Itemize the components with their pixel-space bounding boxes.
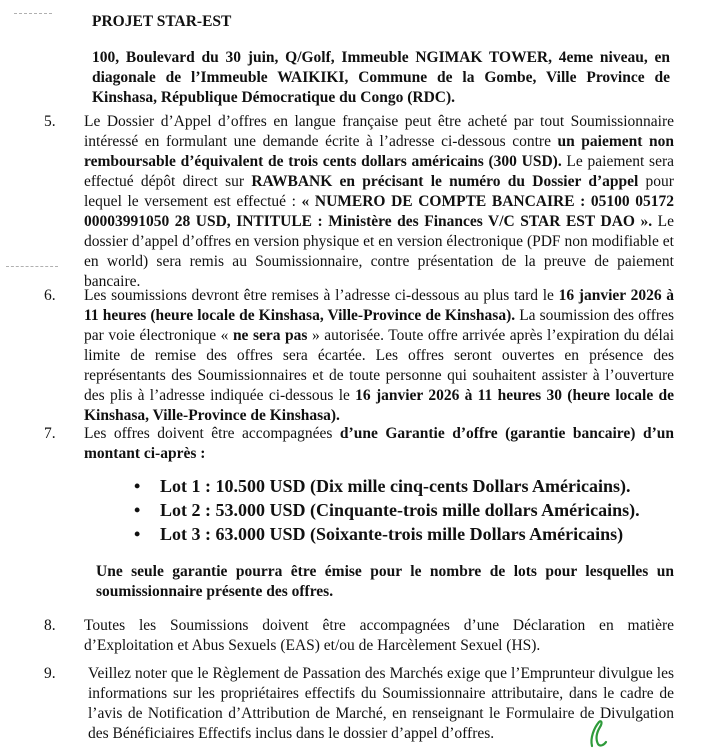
paragraph-text (84, 286, 674, 426)
bold-run: 16 janvier 2026 à 11 heures 30 (heure locale de Kinshasa, Ville-Province de Kinshasa). (84, 387, 674, 424)
paragraph-number: 6. (44, 287, 56, 304)
text-run: » autorisée. Toute offre arrivée après l’expiration du délai limite de remise des offres sera écartée. Les offres seront ouvertes en présence des représentants des Soumissionnaires et de toute personne qui souhaitent assister à l’ouverture des plis à l’adresse indiquée ci-dessous le (84, 327, 675, 404)
paragraph-number: 8. (44, 617, 56, 634)
bold-run: RAWBANK en précisant le numéro du Dossier d’appel (251, 173, 639, 190)
text-run: pour lequel le versement est effectué : (84, 173, 674, 210)
paragraph-text: Toutes les Soumissions doivent être accompagnées d’une Déclaration en matière d’Exploitation et Abus Sexuels (EAS) et/ou de Harcèlement Sexuel (HS). (84, 617, 674, 654)
paragraph-8 (44, 616, 674, 656)
paragraph-text (84, 424, 674, 464)
paragraph-text (84, 112, 674, 292)
paragraph-7 (44, 424, 674, 602)
guarantee-note: Une seule garantie pourra être émise pour le nombre de lots pour lesquelles un soumissionnaire présente des offres. (96, 563, 674, 600)
bold-run: ne sera pas (232, 327, 308, 344)
text-run: Le Dossier d’Appel d’offres en langue française peut être acheté par tout Soumissionnaire intéressé en formulant une demande écrite à l’adresse ci-dessous contre (84, 113, 674, 150)
text-run: La soumission des offres par voie électronique « (84, 307, 674, 344)
scan-artifact-dash (14, 13, 52, 14)
paragraph-5 (44, 112, 674, 292)
paragraph-number: 5. (44, 113, 56, 130)
bold-run: « NUMERO DE COMPTE BANCAIRE : 05100 05172 00003991050 28 USD, INTITULE : Ministère des Finances V/C STAR EST DAO ». (84, 193, 675, 230)
letter-header (92, 12, 670, 108)
text-run: Le paiement sera effectué dépôt direct sur (84, 153, 674, 190)
bold-run: un paiement non remboursable d’équivalent de trois cents dollars américains (300 USD). (84, 133, 674, 170)
lot-item: • Lot 2 : 53.000 USD (Cinquante-trois mille dollars Américains). (134, 498, 674, 522)
paragraph-number: 9. (44, 665, 56, 682)
bold-run: 16 janvier 2026 à 11 heures (heure locale de Kinshasa, Ville-Province de Kinshasa). (84, 287, 674, 324)
paragraph-number: 7. (44, 425, 56, 442)
text-run: Les soumissions devront être remises à l’adresse ci-dessous au plus tard le (84, 287, 559, 304)
signature-mark-icon (586, 718, 612, 748)
lot-list (44, 474, 674, 546)
paragraph-text: Veillez noter que le Règlement de Passation des Marchés exige que l’Emprunteur divulgue les informations sur les propriétaires effectifs du Soumissionnaire attributaire, dans le cadre de l’avis de Notification d’Attribution de Marché, en renseignant le Formulaire de Divulgation des Bénéficiaires Effectifs inclus dans le dossier d’appel d’offres. (88, 665, 674, 742)
text-run: Le dossier d’appel d’offres en version physique et en version électronique (PDF non modifiable et en world) sera remis au Soumissionnaire, contre présentation de la preuve de paiement bancaire. (84, 213, 674, 290)
project-address: 100, Boulevard du 30 juin, Q/Golf, Immeuble NGIMAK TOWER, 4eme niveau, en diagonale de l’Immeuble WAIKIKI, Commune de la Gombe, Ville Province de Kinshasa, République Démocratique du Congo (RDC). (92, 49, 670, 106)
bold-run: d’une Garantie d’offre (garantie bancaire) d’un montant ci-après : (84, 425, 674, 462)
lot-item: • Lot 1 : 10.500 USD (Dix mille cinq-cents Dollars Américains). (134, 474, 674, 498)
paragraph-6 (44, 286, 674, 426)
lot-item: • Lot 3 : 63.000 USD (Soixante-trois mille Dollars Américains) (134, 522, 674, 546)
project-title: PROJET STAR-EST (92, 13, 232, 30)
paragraph-9 (44, 664, 674, 744)
text-run: Les offres doivent être accompagnées (84, 425, 340, 442)
